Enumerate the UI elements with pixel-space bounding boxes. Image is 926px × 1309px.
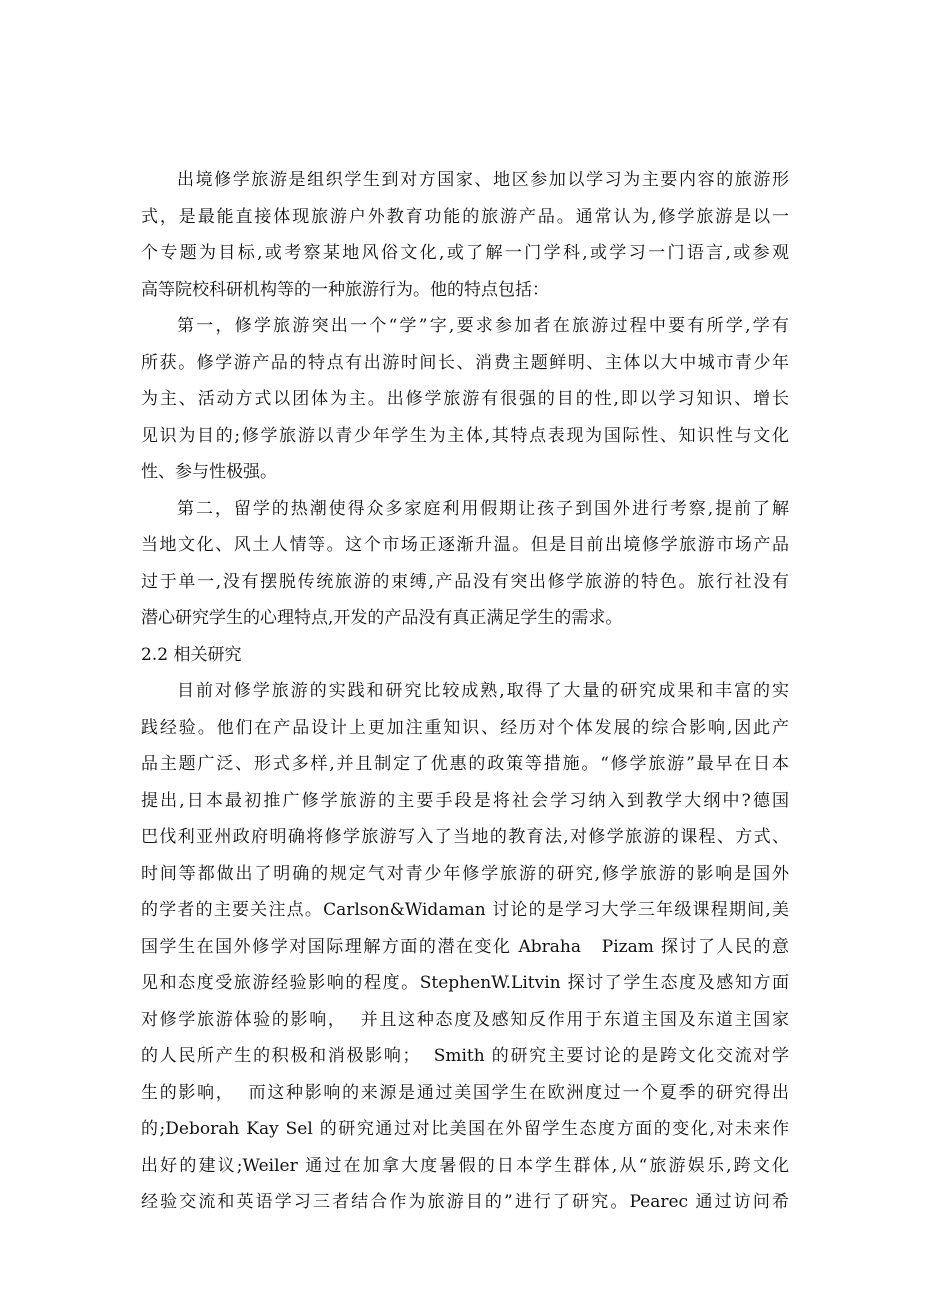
text-line: 的;Deborah Kay Sel 的研究通过对比美国在外留学生态度方面的变化,对未来作 [141,1119,789,1139]
text-line: 国学生在国外修学对国际理解方面的潜在变化 Abraha Pizam 探讨了人民的意 [141,936,789,957]
text-line: 巴伐利亚州政府明确将修学旅游写入了当地的教育法,对修学旅游的课程、方式、 [141,827,789,847]
document-page [141,162,789,1221]
text-line: 个专题为目标,或考察某地风俗文化,或了解一门学科,或学习一门语言,或参观 [141,243,789,263]
text-line: 的学者的主要关注点。Carlson&Widaman 讨论的是学习大学三年级课程期间,美 [141,900,789,920]
text-line: 高等院校科研机构等的一种旅游行为。他的特点包括： [141,279,549,300]
text-line: 对修学旅游体验的影响， 并且这种态度及感知反作用于东道主国及东道主国家 [141,1009,789,1030]
text-line: 践经验。他们在产品设计上更加注重知识、经历对个体发展的综合影响,因此产 [141,717,789,738]
text-line: 所获。修学游产品的特点有出游时间长、消费主题鲜明、主体以大中城市青少年 [141,352,789,373]
text-line: 过于单一,没有摆脱传统旅游的束缚,产品没有突出修学旅游的特色。旅行社没有 [141,571,789,592]
text-line: 式，是最能直接体现旅游户外教育功能的旅游产品。通常认为,修学旅游是以一 [141,206,789,227]
text-line: 见识为目的;修学旅游以青少年学生为主体,其特点表现为国际性、知识性与文化 [141,425,789,446]
text-line: 经验交流和英语学习三者结合作为旅游目的”进行了研究。Pearec 通过访问希 [141,1192,789,1212]
text-line: 第一，修学旅游突出一个“学”字,要求参加者在旅游过程中要有所学,学有 [177,316,789,336]
text-line: 出境修学旅游是组织学生到对方国家、地区参加以学习为主要内容的旅游形 [177,170,789,190]
text-line: 性、参与性极强。 [141,462,277,482]
text-line: 第二，留学的热潮使得众多家庭利用假期让孩子到国外进行考察,提前了解 [177,498,789,519]
text-line: 品主题广泛、形式多样,并且制定了优惠的政策等措施。“修学旅游”最早在日本 [141,754,789,774]
text-line: 的人民所产生的积极和消极影响； Smith 的研究主要讨论的是跨文化交流对学 [141,1046,789,1066]
text-line: 潜心研究学生的心理特点,开发的产品没有真正满足学生的需求。 [141,608,623,628]
text-line: 提出,日本最初推广修学旅游的主要手段是将社会学习纳入到教学大纲中?德国 [141,790,789,811]
text-line: 见和态度受旅游经验影响的程度。StephenW.Litvin 探讨了学生态度及感知方面 [141,973,789,993]
text-line: 出好的建议;Weiler 通过在加拿大度暑假的日本学生群体,从“旅游娱乐,跨文化 [141,1155,789,1176]
text-line: 为主、活动方式以团体为主。出修学旅游有很强的目的性,即以学习知识、增长 [141,389,789,409]
section-heading: 2.2 相关研究 [141,644,242,665]
text-line: 当地文化、风土人情等。这个市场正逐渐升温。但是目前出境修学旅游市场产品 [141,535,789,555]
text-line: 生的影响， 而这种影响的来源是通过美国学生在欧洲度过一个夏季的研究得出 [141,1082,789,1103]
text-line: 目前对修学旅游的实践和研究比较成熟,取得了大量的研究成果和丰富的实 [177,681,789,701]
text-line: 时间等都做出了明确的规定气对青少年修学旅游的研究,修学旅游的影响是国外 [141,863,789,884]
